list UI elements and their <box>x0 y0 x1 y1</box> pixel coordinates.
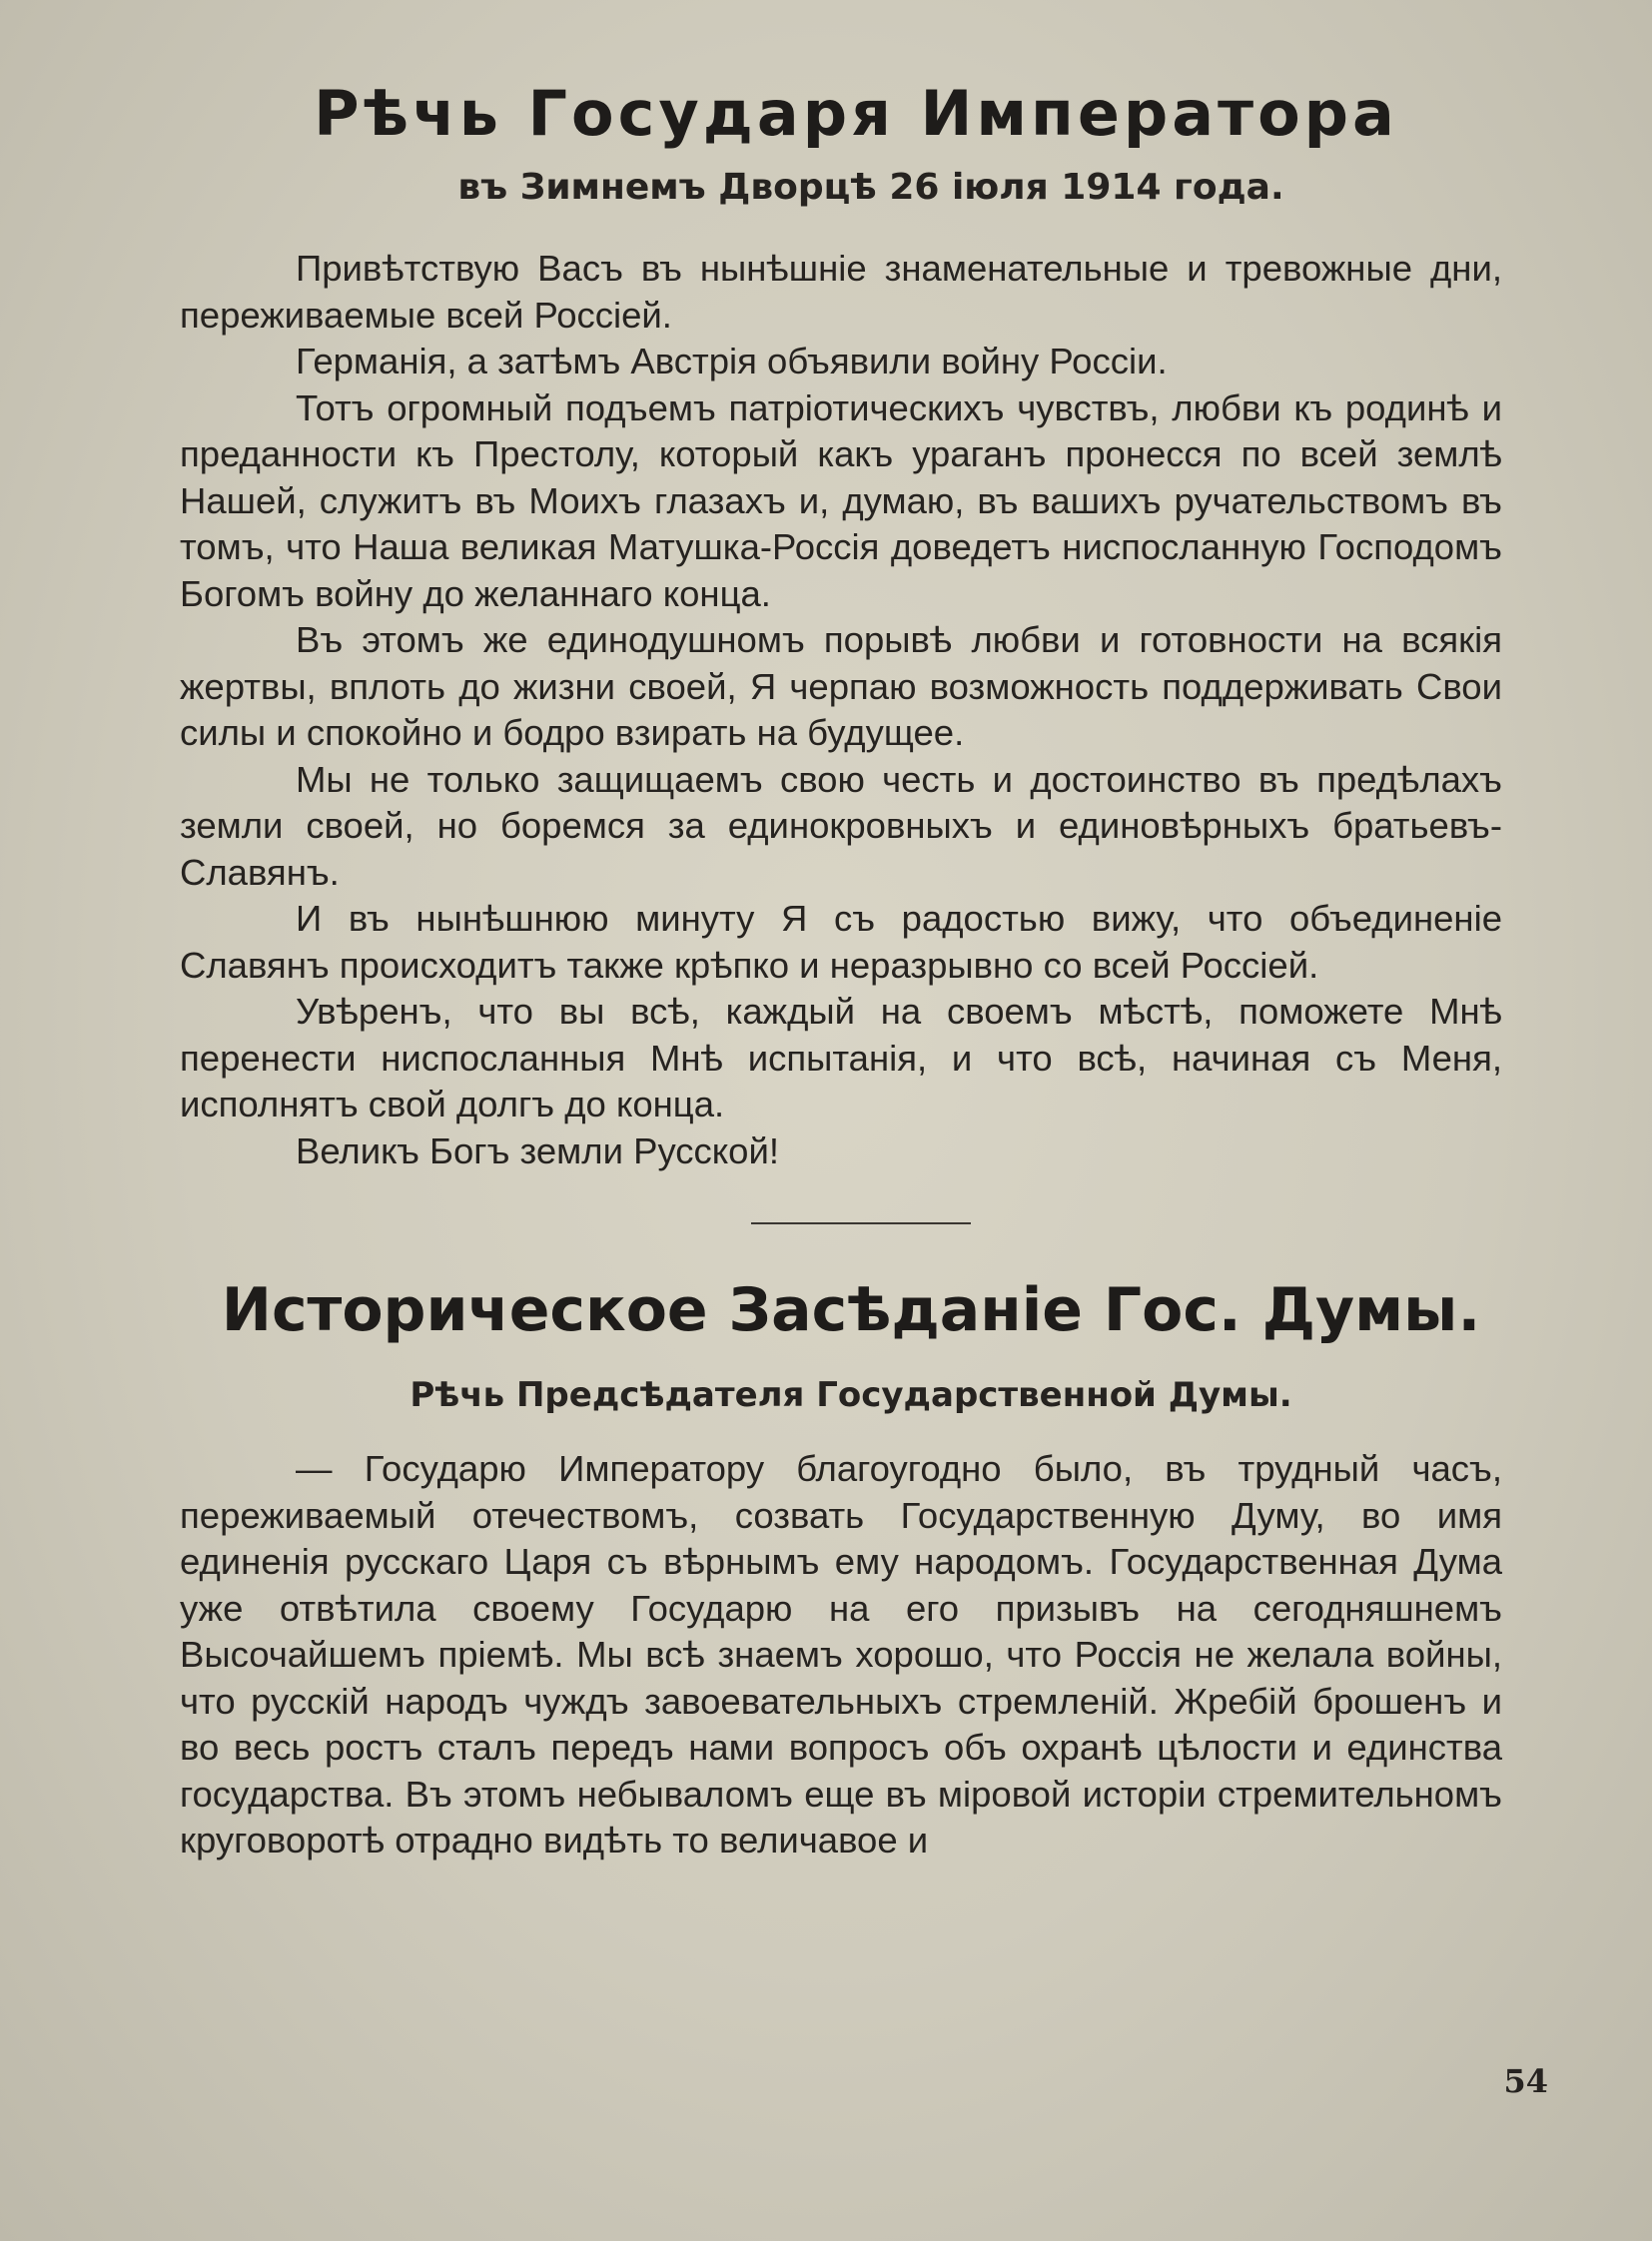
session-subtitle: Рѣчь Предсѣдателя Государственной Думы. <box>410 1375 1292 1415</box>
paragraph: Привѣтствую Васъ въ нынѣшніе знаменательные и тревожные дни, переживаемые всей Россіей. <box>180 248 1502 336</box>
speech-body <box>180 246 1502 1174</box>
page-number: 54 <box>1503 2062 1548 2100</box>
paragraph: Мы не только защищаемъ свою честь и достоинство въ предѣлахъ земли своей, но боремся за единокровныхъ и единовѣрныхъ братьевъ-Славянъ. <box>180 758 1502 893</box>
paragraph: Въ этомъ же единодушномъ порывѣ любви и готовности на всякія жертвы, вплоть до жизни своей, Я черпаю возможность поддерживать Свои силы и спокойно и бодро взирать на будущее. <box>180 619 1502 753</box>
speech-title: Рѣчь Государя Императора <box>314 77 1398 150</box>
paragraph: — Государю Императору благоугодно было, въ трудный часъ, переживаемый отечествомъ, созвать Государственную Думу, во имя единенія русскаго Царя съ вѣрнымъ ему народомъ. Государственная Дума уже отвѣтила своему Государю на его призывъ на сегодняшнемъ Высочайшемъ пріемѣ. Мы всѣ знаемъ хорошо, что Россія не желала войны, что русскій народъ чуждъ завоевательныхъ стремленій. Жребій брошенъ и во весь ростъ сталъ передъ нами вопросъ объ охранѣ цѣлости и единства государства. Въ этомъ небываломъ еще въ міровой исторіи стремительномъ круговоротѣ отрадно видѣть то величавое и <box>180 1448 1502 1861</box>
session-body <box>180 1446 1502 1865</box>
paragraph: Тотъ огромный подъемъ патріотическихъ чувствъ, любви къ родинѣ и преданности къ Престолу, который какъ ураганъ пронесся по всей землѣ Нашей, служитъ въ Моихъ глазахъ и, думаю, въ вашихъ ручательствомъ въ томъ, что Наша великая Матушка-Россія доведетъ ниспосланную Господомъ Богомъ войну до желаннаго конца. <box>180 386 1502 614</box>
paragraph: Великъ Богъ земли Русской! <box>296 1129 779 1171</box>
paragraph: И въ нынѣшнюю минуту Я съ радостью вижу, что объединеніе Славянъ происходитъ также крѣпко и неразрывно со всей Россіей. <box>180 898 1502 986</box>
session-title: Историческое Засѣданіе Гос. Думы. <box>221 1275 1481 1345</box>
section-divider <box>751 1222 971 1224</box>
paragraph: Увѣренъ, что вы всѣ, каждый на своемъ мѣстѣ, поможете Мнѣ перенести ниспосланныя Мнѣ испытанія, и что всѣ, начиная съ Меня, исполнятъ свой долгъ до конца. <box>180 991 1502 1124</box>
paragraph: Германія, а затѣмъ Австрія объявили войну Россіи. <box>296 341 1168 381</box>
speech-subtitle: въ Зимнемъ Дворцѣ 26 іюля 1914 года. <box>457 167 1284 208</box>
